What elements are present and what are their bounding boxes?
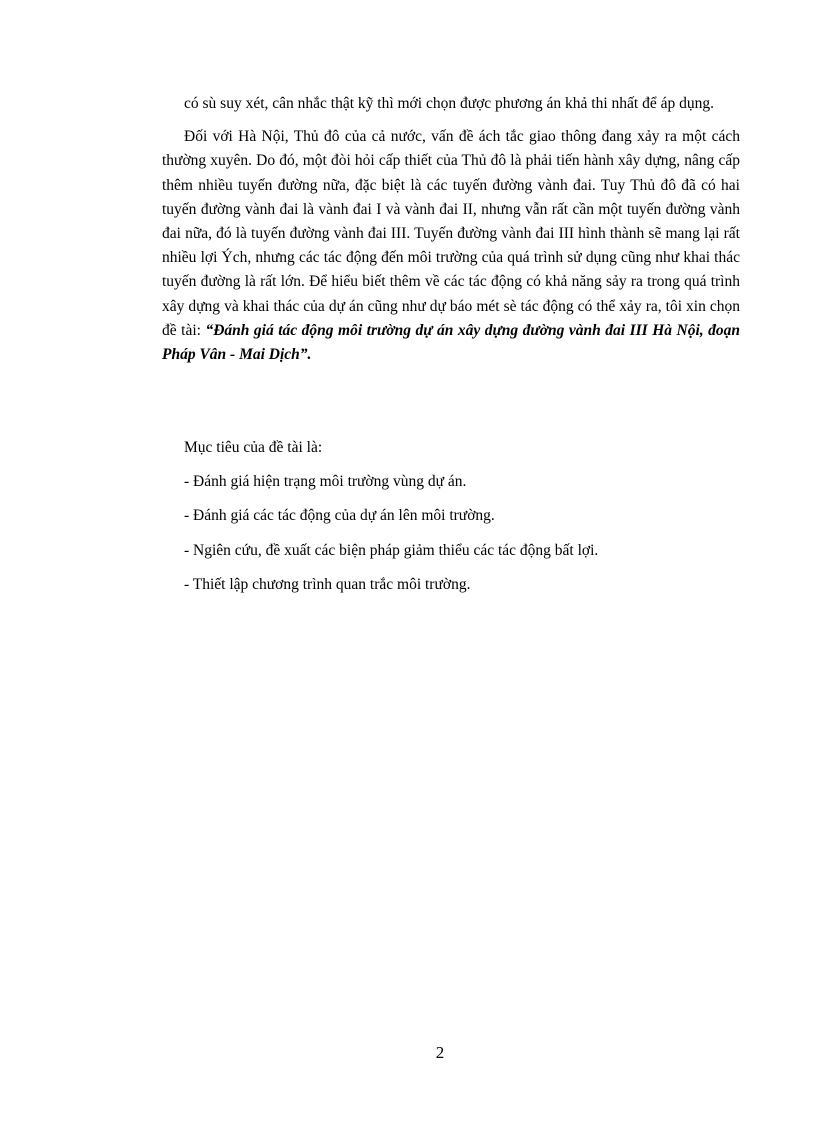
paragraph-2	[162, 125, 740, 367]
document-body	[162, 92, 740, 367]
paragraph-2-text: Đối với Hà Nội, Thủ đô của cả nước, vấn đề ách tắc giao thông đang xảy ra một cách thường xuyên. Do đó, một đòi hỏi cấp thiết của Thủ đô là phải tiến hành xây dựng, nâng cấp thêm nhiều tuyến đường nữa, đặc biệt là các tuyến đường vành đai. Tuy Thủ đô đã có hai tuyến đường vành đai là vành đai I và vành đai II, nhưng vẫn rất cần một tuyến đường vành đai nữa, đó là tuyến đường vành đai III. Tuyến đường vành đai III hình thành sẽ mang lại rất nhiều lợi Ých, nhưng các tác động đến môi trường của quá trình sử dụng cũng như khai thác tuyến đường là rất lớn. Để hiểu biết thêm về các tác động có khả năng sảy ra trong quá trình xây dựng và khai thác của dự án cũng như dự báo mét sè tác động có thể xảy ra, tôi xin chọn đề tài:	[162, 128, 740, 339]
objective-item: - Đánh giá hiện trạng môi trường vùng dự án.	[184, 473, 467, 491]
paragraph-1: có sù suy xét, cân nhắc thật kỹ thì mới chọn được phương án khả thi nhất để áp dụng.	[184, 95, 714, 112]
objectives-list	[184, 436, 740, 607]
page-number: 2	[435, 1043, 445, 1062]
objective-item: - Đánh giá các tác động của dự án lên môi trường.	[184, 507, 495, 525]
objectives-intro: Mục tiêu của đề tài là:	[184, 439, 323, 456]
objective-item: - Ngiên cứu, đề xuất các biện pháp giảm thiểu các tác động bất lợi.	[184, 541, 599, 559]
objective-item: - Thiết lập chương trình quan trắc môi trường.	[184, 575, 471, 593]
thesis-title: “Đánh giá tác động môi trường dự án xây dựng đường vành đai III Hà Nội, đoạn Pháp Vân - Mai Dịch”.	[162, 321, 741, 364]
